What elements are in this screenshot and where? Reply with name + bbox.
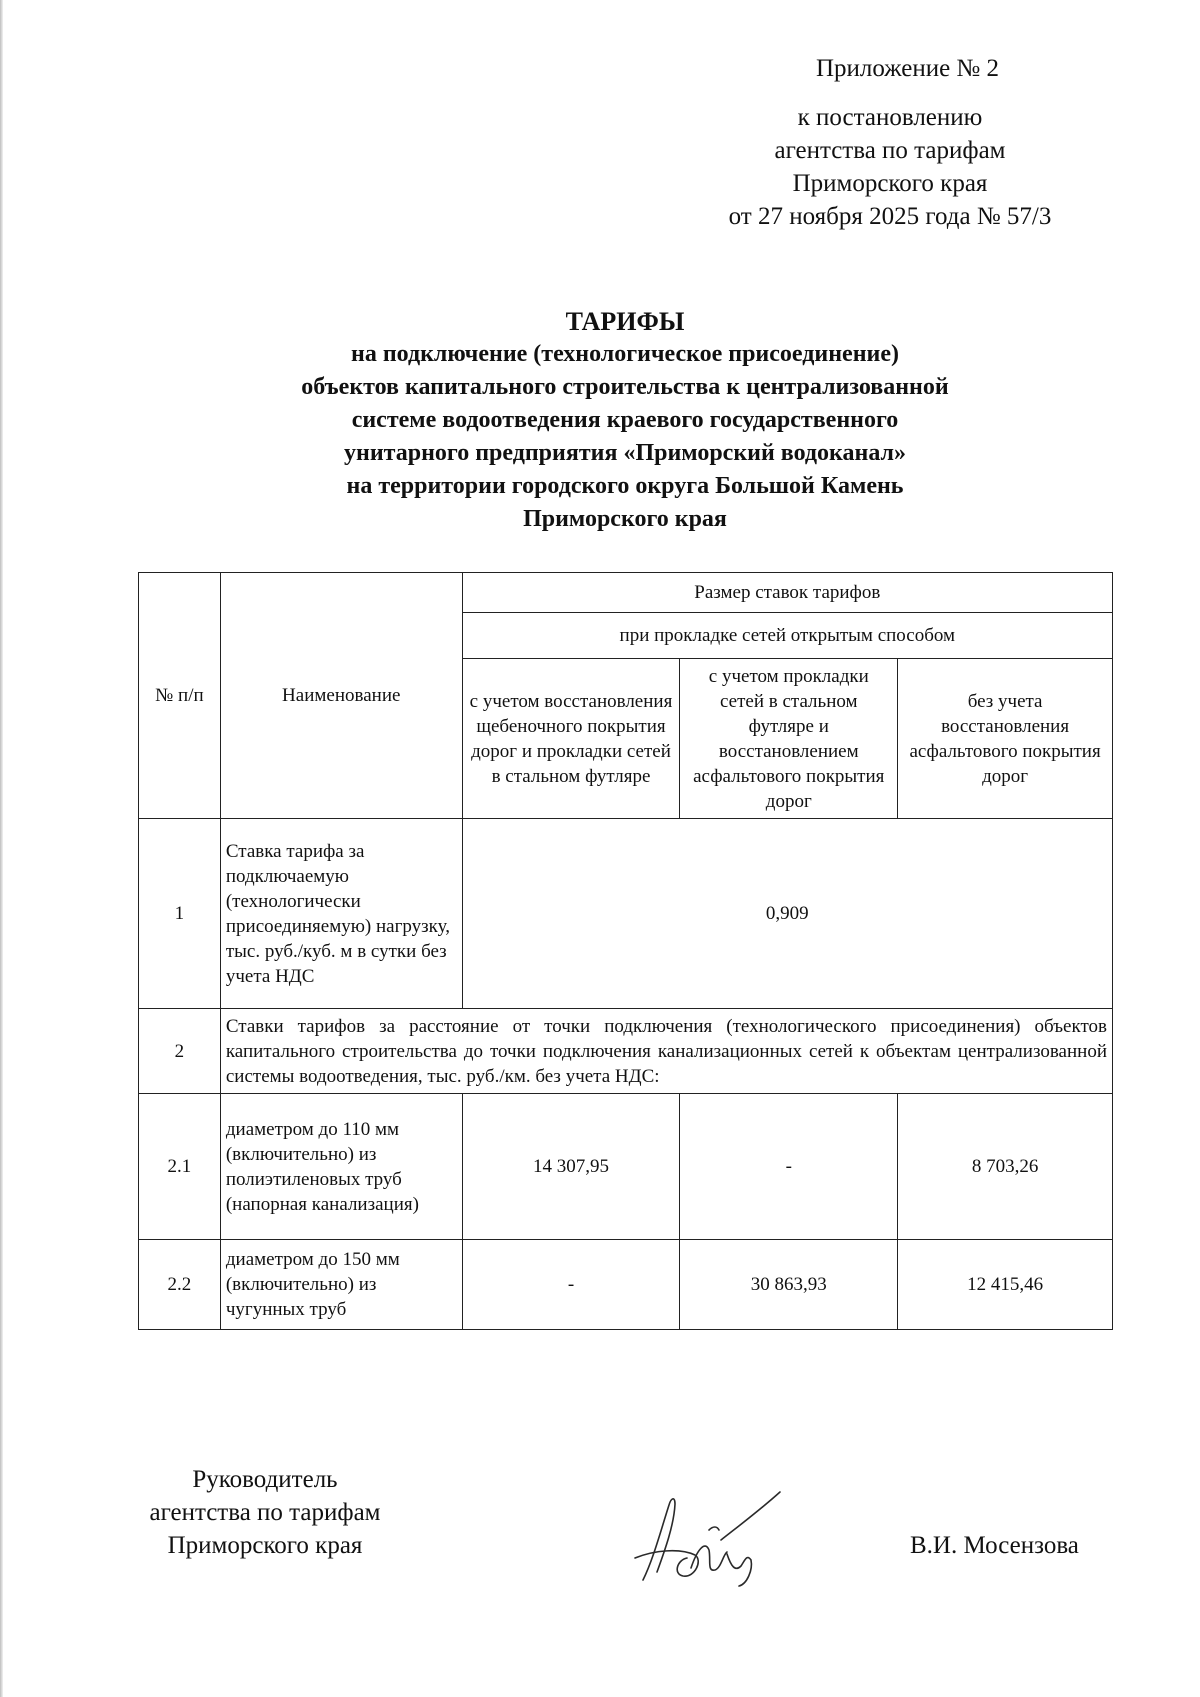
document-title: [130, 305, 1120, 536]
appendix-line: к постановлению: [797, 104, 983, 131]
row-value-col3: 12 415,46: [898, 1240, 1113, 1330]
document-title-line: на подключение (технологическое присоединение): [350, 341, 899, 367]
row-value-col3: 8 703,26: [898, 1094, 1113, 1240]
header-method: при прокладке сетей открытым способом: [462, 613, 1112, 659]
handwritten-signature: [625, 1480, 785, 1590]
appendix-title: Приложение № 2: [816, 55, 1000, 82]
appendix-line: от 27 ноября 2025 года № 57/3: [728, 203, 1052, 230]
header-num: № п/п: [139, 573, 221, 819]
row-name: диаметром до 110 мм (включительно) из полиэтиленовых труб (напорная канализация): [220, 1094, 462, 1240]
header-col3: без учета восстановления асфальтового покрытия дорог: [898, 659, 1113, 819]
row-num: 2.1: [139, 1094, 221, 1240]
row-value-col2: 30 863,93: [680, 1240, 898, 1330]
appendix-line: Приморского края: [792, 170, 988, 197]
appendix-line: агентства по тарифам: [774, 137, 1006, 164]
document-title-line: унитарного предприятия «Приморский водоканал»: [343, 440, 907, 466]
signer-position-line: Руководитель: [192, 1466, 338, 1493]
row-value-col1: -: [462, 1240, 680, 1330]
table-row: [139, 1094, 1113, 1240]
row-value-col2: -: [680, 1094, 898, 1240]
scan-edge: [0, 0, 3, 1697]
row-name: Ставки тарифов за расстояние от точки подключения (технологического присоединения) объектов капитального строительства до точки подключения канализационных сетей к объектам централизованной системы водоотведения, тыс. руб./км. без учета НДС:: [220, 1009, 1112, 1094]
header-rates-size: Размер ставок тарифов: [462, 573, 1112, 613]
row-value-col1: 14 307,95: [462, 1094, 680, 1240]
row-num: 2.2: [139, 1240, 221, 1330]
document-title-line: Приморского края: [523, 506, 727, 532]
table-row: [139, 1009, 1113, 1094]
signer-position-line: Приморского края: [167, 1532, 363, 1559]
header-name: Наименование: [220, 573, 462, 819]
document-title-line: системе водоотведения краевого государственного: [351, 407, 899, 433]
signer-position-line: агентства по тарифам: [149, 1499, 381, 1526]
document-title-line: объектов капитального строительства к централизованной: [301, 374, 949, 400]
row-value: 0,909: [462, 819, 1112, 1009]
document-title-line: на территории городского округа Большой Камень: [346, 473, 904, 499]
table-header-row: [139, 573, 1113, 613]
tariffs-table: [138, 572, 1113, 1330]
signer-position: [130, 1463, 400, 1562]
document-title-main: ТАРИФЫ: [565, 307, 685, 336]
table-row: [139, 819, 1113, 1009]
row-name: диаметром до 150 мм (включительно) из чугунных труб: [220, 1240, 462, 1330]
row-name: Ставка тарифа за подключаемую (технологически присоединяемую) нагрузку, тыс. руб./куб. м в сутки без учета НДС: [220, 819, 462, 1009]
header-col1: с учетом восстановления щебеночного покрытия дорог и прокладки сетей в стальном футляре: [462, 659, 680, 819]
row-num: 1: [139, 819, 221, 1009]
row-num: 2: [139, 1009, 221, 1094]
table-row: [139, 1240, 1113, 1330]
appendix-header: [690, 52, 1090, 233]
signer-name: В.И. Мосензова: [910, 1532, 1079, 1559]
header-col2: с учетом прокладки сетей в стальном футляре и восстановлением асфальтового покрытия дорог: [680, 659, 898, 819]
